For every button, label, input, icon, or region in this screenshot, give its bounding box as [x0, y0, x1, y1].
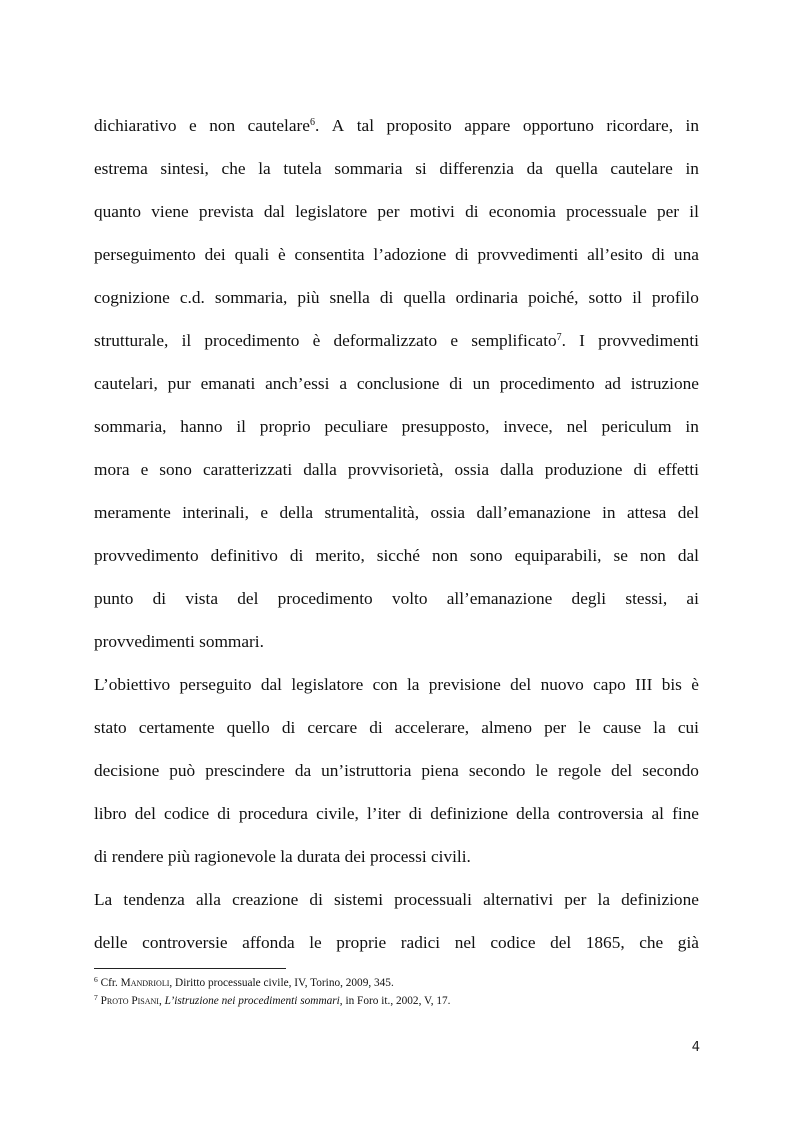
word: della [279, 503, 314, 522]
word: poiché, [528, 288, 579, 307]
text-line [94, 620, 699, 663]
word: istruzione [630, 374, 699, 393]
word: alternativi [483, 890, 554, 909]
word: da [526, 159, 543, 178]
word: definitivo [210, 546, 278, 565]
word: stato [94, 718, 127, 737]
word: invece, [503, 417, 553, 436]
word: è [312, 331, 321, 350]
word: proprie [336, 933, 387, 952]
word: più [167, 847, 191, 866]
footnote-7: $^7$ Proto Pisani, L’istruzione nei procedimenti sommari, in Foro it., 2002, V, 17. [94, 993, 451, 1007]
word: tendenza [123, 890, 185, 909]
word: di [408, 804, 423, 823]
word: il [689, 202, 699, 221]
word: sommari. [199, 632, 264, 651]
word: cautelare$^6$. [247, 116, 320, 135]
word: cognizione [94, 288, 170, 307]
word: previsione [428, 675, 501, 694]
word: cautelare [610, 159, 673, 178]
word: cercare [307, 718, 358, 737]
word: nel [454, 933, 476, 952]
word: una [673, 245, 699, 264]
word: estrema [94, 159, 148, 178]
word: di [217, 804, 231, 823]
word: di [633, 460, 647, 479]
word: la [258, 159, 271, 178]
word: durata [297, 847, 341, 866]
text-line [94, 448, 699, 491]
word: più [297, 288, 320, 307]
word: di [455, 245, 469, 264]
word: al [651, 804, 664, 823]
word: dalla [303, 460, 337, 479]
footnote-separator [94, 968, 286, 969]
word: deformalizzato [333, 331, 438, 350]
word: di [152, 589, 167, 608]
word: creazione [232, 890, 299, 909]
word: perseguito [179, 675, 252, 694]
word: quella [555, 159, 598, 178]
word: consentita [294, 245, 365, 264]
word: provvisorietà, [347, 460, 444, 479]
word: ad [604, 374, 621, 393]
word: è [277, 245, 286, 264]
text-line [94, 577, 699, 620]
text-line [94, 405, 699, 448]
word: procedimento [204, 331, 300, 350]
word: dall’emanazione [476, 503, 591, 522]
word: tal [356, 116, 375, 135]
word: di [465, 202, 479, 221]
word: regole [557, 761, 602, 780]
text-line [94, 276, 699, 319]
word: peculiare [324, 417, 388, 436]
word: libro [94, 804, 127, 823]
text-line [94, 706, 699, 749]
footnotes [94, 974, 699, 1010]
footnote-ref[interactable]: 7 [556, 332, 562, 343]
word: motivi [409, 202, 455, 221]
footnote-rest: , in Foro it., 2002, V, 17. [339, 995, 451, 1007]
word: rendere [111, 847, 164, 866]
word: interinali, [182, 503, 249, 522]
word: c.d. [179, 288, 205, 307]
word: già [677, 933, 699, 952]
word: le [309, 933, 322, 952]
word: strutturale, [94, 331, 169, 350]
word: sommaria, [94, 417, 167, 436]
word: produzione [544, 460, 623, 479]
word: sintesi, [160, 159, 209, 178]
word: mora [94, 460, 130, 479]
footnote-author: Mandrioli [120, 977, 170, 989]
word: la [280, 847, 293, 866]
word: per [544, 718, 567, 737]
word: di [449, 374, 463, 393]
word: di [94, 847, 108, 866]
word: del [677, 503, 699, 522]
word: attesa [627, 503, 667, 522]
word: un [472, 374, 490, 393]
word: affonda [242, 933, 295, 952]
word: l’iter [366, 804, 401, 823]
word: controversie [142, 933, 228, 952]
word: A [331, 116, 345, 135]
word: degli [571, 589, 607, 608]
page-number: 4 [691, 1040, 700, 1055]
word: emanati [200, 374, 256, 393]
word: fine [672, 804, 699, 823]
word: provvedimenti [598, 331, 699, 350]
text-line [94, 792, 699, 835]
word: perseguimento [94, 245, 196, 264]
word: il [181, 331, 192, 350]
word: viene [151, 202, 189, 221]
text-line [94, 147, 699, 190]
word: caratterizzati [202, 460, 293, 479]
word: si [415, 159, 427, 178]
word: a [339, 374, 347, 393]
word: nel [566, 417, 588, 436]
footnote-author-prefix: Cfr. [100, 977, 121, 989]
word: quanto [94, 202, 142, 221]
text-line [94, 878, 699, 921]
word: vista [185, 589, 218, 608]
word: merito, [315, 546, 365, 565]
word: dichiarativo [94, 116, 177, 135]
word: processuali [394, 890, 472, 909]
word: con [372, 675, 398, 694]
word: hanno [180, 417, 223, 436]
word: procedimento [277, 589, 373, 608]
word: secondo [642, 761, 699, 780]
word: presupposto, [401, 417, 490, 436]
word: sono [469, 546, 503, 565]
word: alla [195, 890, 221, 909]
word: del [611, 761, 633, 780]
word: e [140, 460, 149, 479]
word: dal [260, 675, 282, 694]
word: tutela [283, 159, 322, 178]
word: accelerare, [394, 718, 470, 737]
word: di [289, 546, 304, 565]
word: dei [344, 847, 366, 866]
word: quali [234, 245, 270, 264]
word: provvedimenti [477, 245, 579, 264]
word: di [651, 245, 666, 264]
word: sicché [376, 546, 420, 565]
word: anch’essi [265, 374, 330, 393]
word: non [209, 116, 236, 135]
word: è [691, 675, 699, 694]
word: la [653, 718, 666, 737]
word: cui [677, 718, 699, 737]
word: all’esito [587, 245, 643, 264]
word: capo [593, 675, 626, 694]
word: piena [421, 761, 459, 780]
word: III [635, 675, 653, 694]
word: il [236, 417, 246, 436]
word: del [237, 589, 259, 608]
word: civili. [431, 847, 471, 866]
word: snella [329, 288, 370, 307]
text-line [94, 921, 699, 964]
word: ricordare, [606, 116, 674, 135]
text-line [94, 190, 699, 233]
word: se [613, 546, 628, 565]
word: all’emanazione [446, 589, 553, 608]
word: stessi, [625, 589, 668, 608]
footnote-number: 7 [94, 993, 98, 1002]
text-line [94, 835, 699, 878]
word: del [134, 804, 156, 823]
word: I [579, 331, 585, 350]
word: nuovo [540, 675, 584, 694]
text-line [94, 233, 699, 276]
word: per [377, 202, 400, 221]
text-line [94, 491, 699, 534]
word: semplificato$^7$. [471, 331, 566, 350]
word: del [510, 675, 532, 694]
text-line [94, 534, 699, 577]
word: della [516, 804, 550, 823]
word: differenzia [439, 159, 514, 178]
word: può [169, 761, 196, 780]
word: provvedimento [94, 546, 199, 565]
word: equiparabili, [514, 546, 602, 565]
word: codice [490, 933, 536, 952]
footnote-rest: , Diritto processuale civile, IV, Torino, 2009, 345. [169, 977, 394, 989]
word: codice [164, 804, 210, 823]
footnote-6 [94, 974, 699, 992]
word: cause [602, 718, 642, 737]
word: dei [204, 245, 226, 264]
word: e [260, 503, 269, 522]
word: sotto [588, 288, 623, 307]
word: effetti [658, 460, 699, 479]
word: profilo [651, 288, 699, 307]
word: legislatore [295, 202, 368, 221]
word: le [535, 761, 548, 780]
word: economia [488, 202, 556, 221]
word: ordinaria [455, 288, 519, 307]
word: prescindere [205, 761, 285, 780]
word: la [406, 675, 420, 694]
word: volto [391, 589, 428, 608]
word: processi [370, 847, 427, 866]
word: da [294, 761, 312, 780]
footnote-ref[interactable]: 6 [309, 117, 315, 128]
word: certamente [138, 718, 215, 737]
word: ragionevole [194, 847, 276, 866]
word: la [597, 890, 610, 909]
footnote-title: L’istruzione nei procedimenti sommari [164, 995, 340, 1007]
word: in [602, 503, 616, 522]
word: definizione [430, 804, 509, 823]
word: processuale [566, 202, 647, 221]
text-line [94, 319, 699, 362]
word: di [379, 288, 394, 307]
word: procedimento [499, 374, 595, 393]
footnote-author: Proto Pisani [100, 995, 159, 1007]
word: in [685, 116, 699, 135]
word: che [639, 933, 664, 952]
text-line [94, 663, 699, 706]
word: sommaria, [214, 288, 288, 307]
word: un’istruttoria [321, 761, 412, 780]
word: dal [263, 202, 285, 221]
text-line [94, 362, 699, 405]
word: proprio [259, 417, 311, 436]
word: proposito [386, 116, 452, 135]
word: pur [167, 374, 191, 393]
word: per [564, 890, 587, 909]
word: ossia [454, 460, 490, 479]
word: non [639, 546, 666, 565]
word: di [309, 890, 323, 909]
word: del [550, 933, 572, 952]
word: decisione [94, 761, 160, 780]
word: e [450, 331, 459, 350]
word: in [685, 159, 699, 178]
word: di [369, 718, 383, 737]
word: strumentalità, [324, 503, 420, 522]
word: dalla [500, 460, 534, 479]
word: per [656, 202, 680, 221]
word: provvedimenti [94, 632, 195, 651]
word: il [632, 288, 642, 307]
word: prevista [198, 202, 254, 221]
word: l’adozione [373, 245, 447, 264]
word: quello [226, 718, 270, 737]
word: non [431, 546, 458, 565]
word: meramente [94, 503, 171, 522]
word: sommaria [334, 159, 403, 178]
word: sono [159, 460, 192, 479]
word: dal [677, 546, 699, 565]
word: di [281, 718, 296, 737]
word: legislatore [291, 675, 364, 694]
word: procedura [238, 804, 308, 823]
word: almeno [481, 718, 533, 737]
word: cautelari, [94, 374, 158, 393]
word: le [578, 718, 591, 737]
word: in [685, 417, 699, 436]
word: La [94, 890, 113, 909]
word: 1865, [585, 933, 625, 952]
word: quella [403, 288, 446, 307]
text-line [94, 104, 699, 147]
word: appare [464, 116, 511, 135]
word: periculum [601, 417, 672, 436]
footnote-number: 6 [94, 975, 98, 984]
word: che [221, 159, 246, 178]
word: ai [686, 589, 699, 608]
text-line [94, 749, 699, 792]
word: secondo [468, 761, 526, 780]
word: controversia [557, 804, 644, 823]
word: definizione [621, 890, 699, 909]
word: radici [400, 933, 441, 952]
word: conclusione [356, 374, 440, 393]
word: e [189, 116, 197, 135]
word: punto [94, 589, 134, 608]
word: ossia [430, 503, 466, 522]
word: L’obiettivo [94, 675, 171, 694]
word: bis [661, 675, 682, 694]
word: sistemi [334, 890, 383, 909]
body-text [94, 104, 699, 964]
word: opportuno [522, 116, 594, 135]
word: delle [94, 933, 128, 952]
word: civile, [316, 804, 359, 823]
